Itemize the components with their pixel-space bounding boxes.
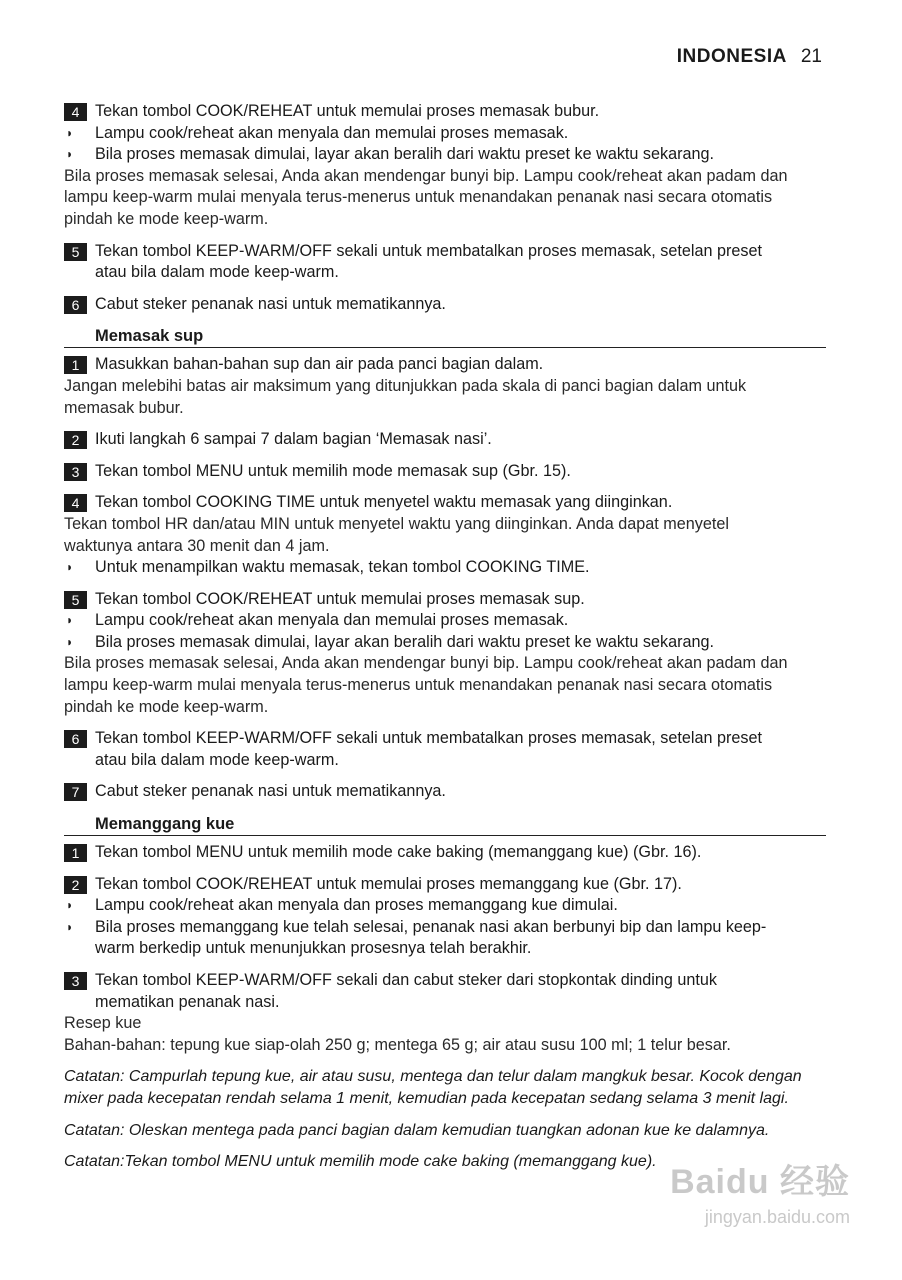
step-5-porridge: 5 Tekan tombol KEEP-WARM/OFF sekali untuk membatalkan proses memasak, setelan preset atau bila dalam mode keep-warm. — [64, 241, 826, 284]
recipe-ingredients: Bahan-bahan: tepung kue siap-olah 250 g; mentega 65 g; air atau susu 100 ml; 1 telur besar. — [64, 1035, 731, 1054]
bullet-item: ◗ Bila proses memasak dimulai, layar akan beralih dari waktu preset ke waktu sekarang. — [64, 144, 826, 166]
step-3-cake: 3 Tekan tombol KEEP-WARM/OFF sekali dan cabut steker dari stopkontak dinding untuk mematikan penanak nasi. — [64, 970, 826, 1013]
paragraph-line: Bila proses memasak selesai, Anda akan mendengar bunyi bip. Lampu cook/reheat akan padam dan — [64, 166, 788, 185]
paragraph-line: waktunya antara 30 menit dan 4 jam. — [64, 536, 330, 555]
paragraph-line: Tekan tombol HR dan/atau MIN untuk menyetel waktu yang diinginkan. Anda dapat menyetel — [64, 514, 729, 533]
step-number: 6 — [64, 296, 87, 314]
step-number: 1 — [64, 844, 87, 862]
step-number: 3 — [64, 463, 87, 481]
step-number: 4 — [64, 494, 87, 512]
note-line: Catatan: Oleskan mentega pada panci bagian dalam kemudian tuangkan adonan kue ke dalamnya. — [64, 1121, 770, 1139]
step-number: 5 — [64, 591, 87, 609]
bullet-icon: ◗ — [66, 634, 74, 649]
bullet-item: ◗ Lampu cook/reheat akan menyala dan proses memanggang kue dimulai. — [64, 895, 826, 917]
step-3-soup: 3 Tekan tombol MENU untuk memilih mode memasak sup (Gbr. 15). — [64, 461, 826, 483]
bullet-item: ◗ Untuk menampilkan waktu memasak, tekan tombol COOKING TIME. — [64, 557, 826, 579]
bullet-icon: ◗ — [66, 125, 74, 140]
paragraph-line: Jangan melebihi batas air maksimum yang ditunjukkan pada skala di panci bagian dalam untuk — [64, 376, 747, 395]
bullet-item: ◗ Lampu cook/reheat akan menyala dan memulai proses memasak. — [64, 610, 826, 632]
page-number: 21 — [800, 46, 822, 67]
bullet-icon: ◗ — [66, 147, 74, 162]
step-number: 3 — [64, 972, 87, 990]
step-number: 4 — [64, 103, 87, 121]
watermark-url: jingyan.baidu.com — [704, 1207, 850, 1227]
step-1-cake: 1 Tekan tombol MENU untuk memilih mode cake baking (memanggang kue) (Gbr. 16). — [64, 842, 826, 864]
step-6-porridge: 6 Cabut steker penanak nasi untuk mematikannya. — [64, 294, 826, 316]
step-6-soup: 6 Tekan tombol KEEP-WARM/OFF sekali untuk membatalkan proses memasak, setelan preset atau bila dalam mode keep-warm. — [64, 728, 826, 771]
step-2-soup: 2 Ikuti langkah 6 sampai 7 dalam bagian ‘Memasak nasi’. — [64, 429, 826, 451]
step-number: 7 — [64, 783, 87, 801]
page-header — [677, 46, 822, 68]
step-number: 2 — [64, 876, 87, 894]
step-4-soup: 4 Tekan tombol COOKING TIME untuk menyetel waktu memasak yang diinginkan. — [64, 492, 826, 514]
paragraph-line: lampu keep-warm mulai menyala terus-menerus untuk menandakan penanak nasi secara otomatis — [64, 188, 773, 207]
note-line: Catatan: Campurlah tepung kue, air atau susu, mentega dan telur dalam mangkuk besar. Kocok dengan — [64, 1068, 802, 1086]
step-4-porridge: 4 Tekan tombol COOK/REHEAT untuk memulai proses memasak bubur. — [64, 101, 826, 123]
paragraph-line: Bila proses memasak selesai, Anda akan mendengar bunyi bip. Lampu cook/reheat akan padam dan — [64, 654, 788, 673]
step-1-soup: 1 Masukkan bahan-bahan sup dan air pada panci bagian dalam. — [64, 354, 826, 376]
paragraph-line: pindah ke mode keep-warm. — [64, 697, 269, 716]
paragraph-line: lampu keep-warm mulai menyala terus-menerus untuk menandakan penanak nasi secara otomatis — [64, 676, 773, 695]
step-7-soup: 7 Cabut steker penanak nasi untuk mematikannya. — [64, 781, 826, 803]
step-number: 1 — [64, 356, 87, 374]
paragraph-line: pindah ke mode keep-warm. — [64, 209, 269, 228]
bullet-item: ◗ Bila proses memasak dimulai, layar akan beralih dari waktu preset ke waktu sekarang. — [64, 632, 826, 654]
bullet-icon: ◗ — [66, 560, 74, 575]
step-number: 6 — [64, 730, 87, 748]
note-line: mixer pada kecepatan rendah selama 1 menit, kemudian pada kecepatan sedang selama 3 menit lagi. — [64, 1089, 789, 1107]
step-5-soup: 5 Tekan tombol COOK/REHEAT untuk memulai proses memasak sup. — [64, 589, 826, 611]
section-title-cake: Memanggang kue — [64, 813, 826, 836]
section-title-soup: Memasak sup — [64, 325, 826, 348]
watermark-logo: Baidu 经验 — [670, 1163, 850, 1201]
baidu-watermark — [670, 1154, 850, 1228]
bullet-icon: ◗ — [66, 613, 74, 628]
bullet-icon: ◗ — [66, 919, 74, 934]
bullet-item: ◗ Lampu cook/reheat akan menyala dan memulai proses memasak. — [64, 123, 826, 145]
recipe-title: Resep kue — [64, 1014, 142, 1033]
page-content — [64, 101, 826, 1173]
bullet-item: ◗ Bila proses memanggang kue telah selesai, penanak nasi akan berbunyi bip dan lampu keep- warm berkedip untuk menunjukkan prosesnya telah berakhir. — [66, 917, 767, 958]
bullet-icon: ◗ — [66, 898, 74, 913]
paragraph-line: memasak bubur. — [64, 398, 184, 417]
step-number: 2 — [64, 431, 87, 449]
step-number: 5 — [64, 243, 87, 261]
note-line: Catatan:Tekan tombol MENU untuk memilih mode cake baking (memanggang kue). — [64, 1153, 657, 1171]
step-2-cake: 2 Tekan tombol COOK/REHEAT untuk memulai proses memanggang kue (Gbr. 17). — [64, 874, 826, 896]
language-label: INDONESIA — [676, 46, 787, 67]
